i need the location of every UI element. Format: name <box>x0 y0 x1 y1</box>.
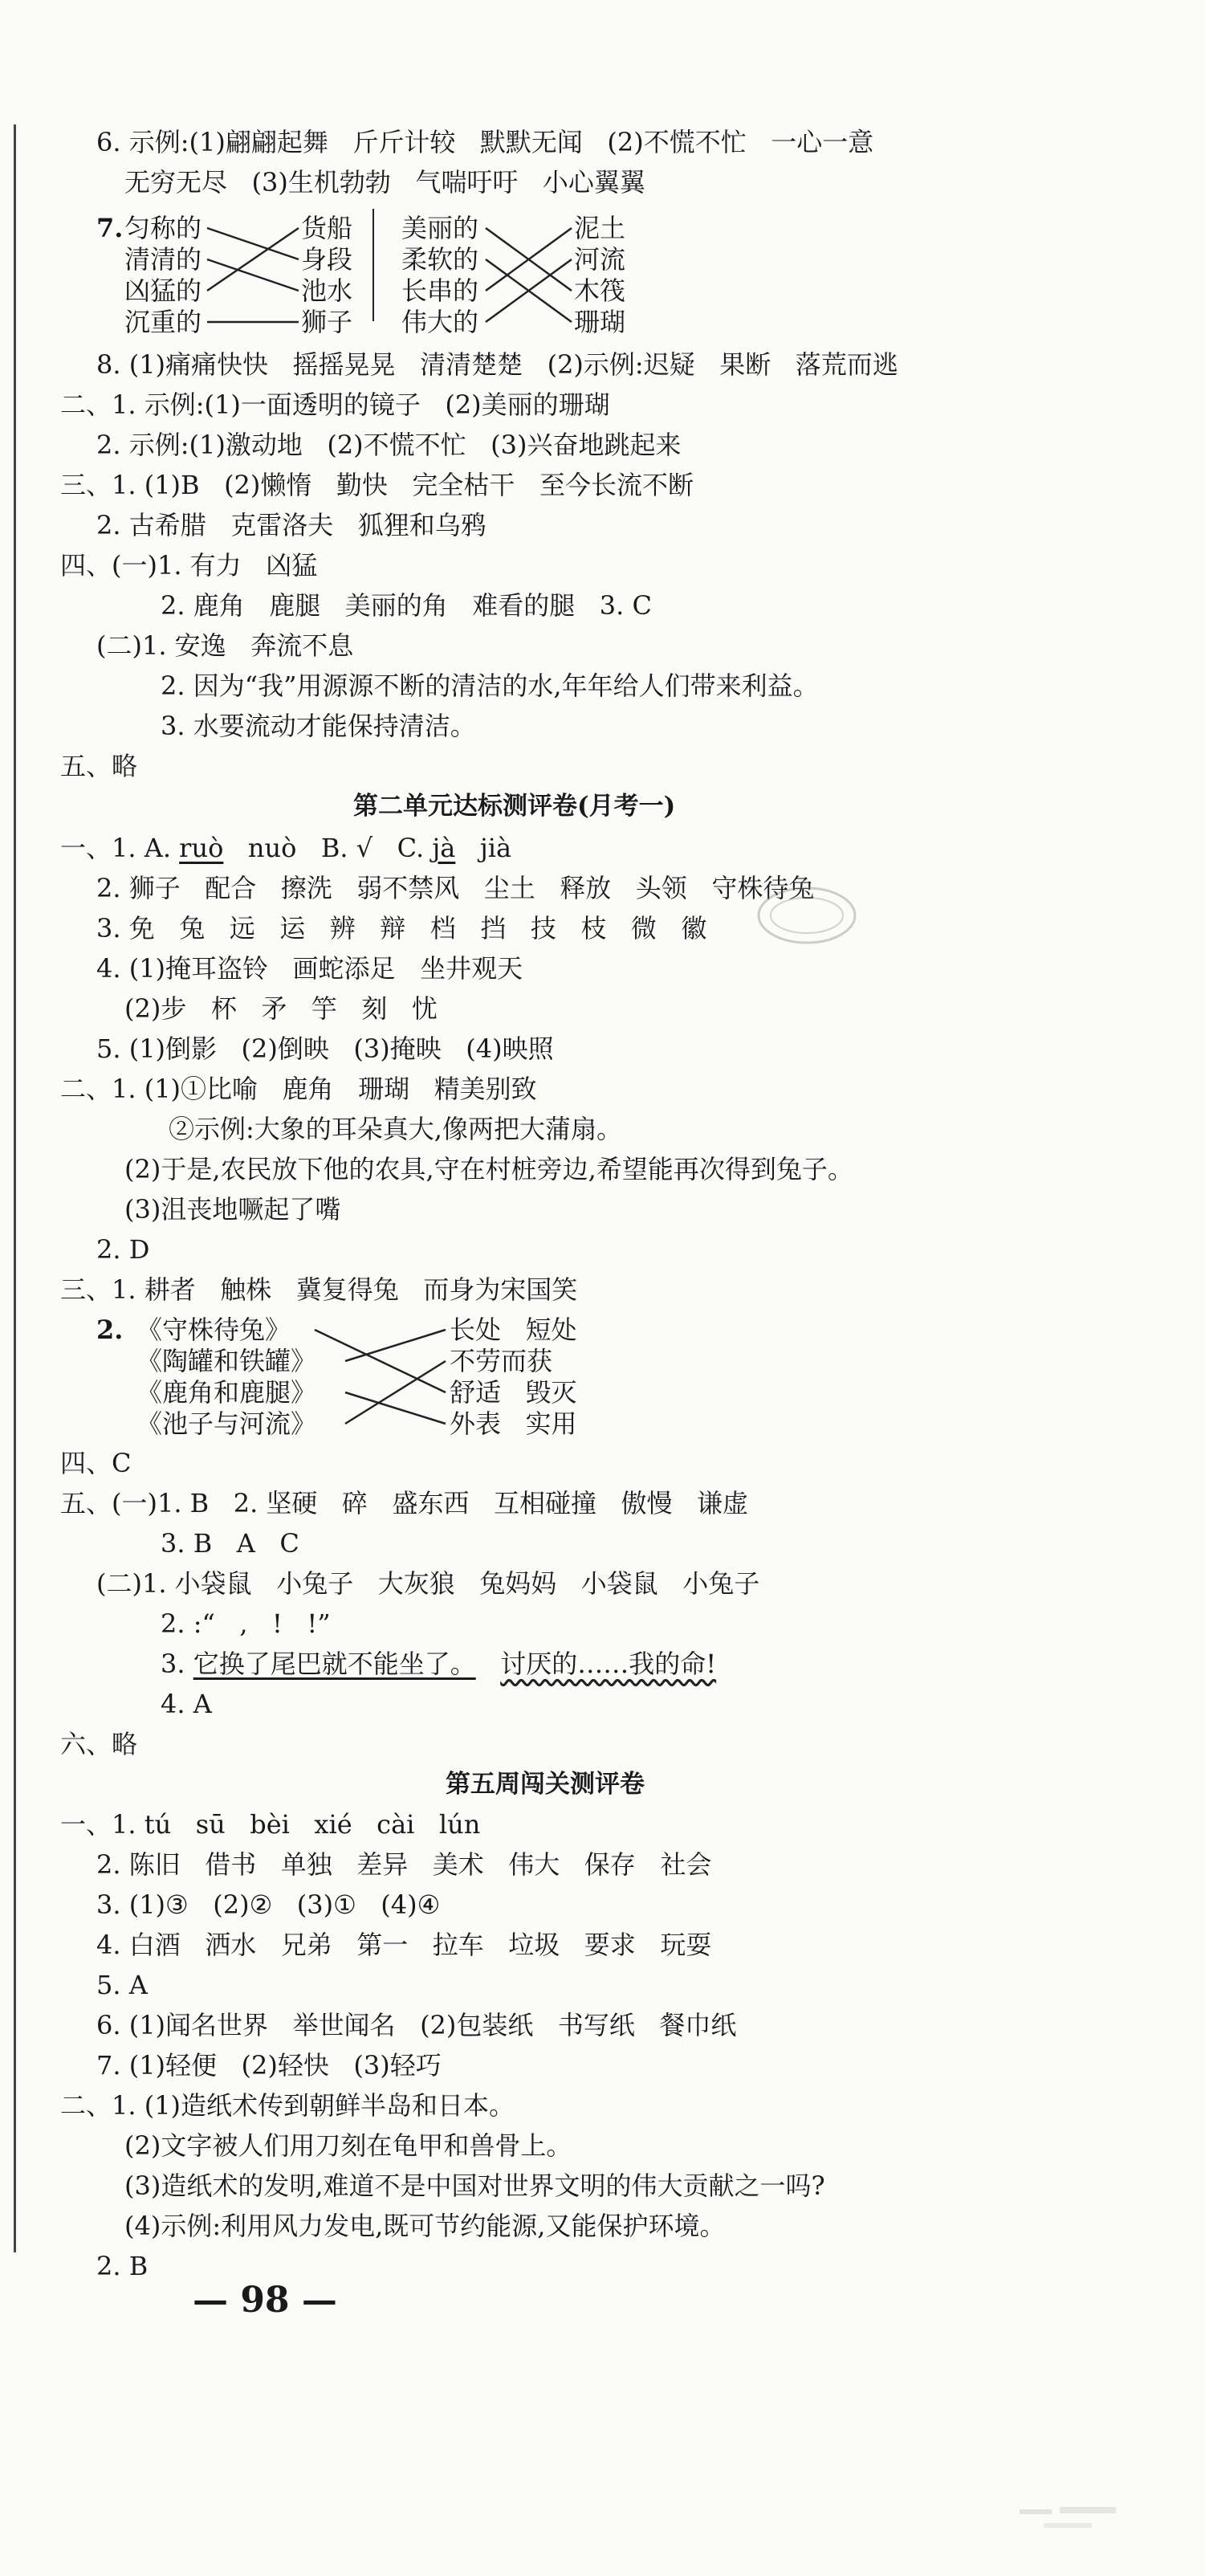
section-title: 第二单元达标测评卷(月考一) <box>353 792 676 821</box>
answer-line: 5. A <box>96 1970 148 2000</box>
answer-line: 四、C <box>60 1448 132 1478</box>
answer-line: (2)文字被人们用刀刻在龟甲和兽骨上。 <box>124 2130 572 2161</box>
answer-line: 六、略 <box>60 1729 138 1759</box>
answer-line: 2. 示例:(1)激动地 (2)不慌不忙 (3)兴奋地跳起来 <box>96 430 682 460</box>
answer-line: (3)造纸术的发明,难道不是中国对世界文明的伟大贡献之一吗? <box>124 2170 825 2201</box>
answer-line: 5. (1)倒影 (2)倒映 (3)掩映 (4)映照 <box>96 1033 554 1064</box>
answer-line: 3. 水要流动才能保持清洁。 <box>161 711 476 741</box>
match-left: 清清的 <box>124 244 202 275</box>
underlined-answer: 它换了尾巴就不能坐了。 <box>193 1649 476 1679</box>
question-number: 7. <box>96 213 124 243</box>
answer-line: 三、1. (1)B (2)懒惰 勤快 完全枯干 至今长流不断 <box>60 470 694 500</box>
match-right: 长处 短处 <box>450 1314 577 1345</box>
question-number: 2. <box>96 1314 124 1345</box>
match-right: 货船 <box>301 213 353 243</box>
match-right: 河流 <box>574 244 626 275</box>
answer-line: 三、1. 耕者 触株 冀复得兔 而身为宋国笑 <box>60 1274 578 1305</box>
match-left: 匀称的 <box>124 213 202 243</box>
answer-line: 4. A <box>161 1689 212 1719</box>
answer-line: 2. D <box>96 1234 150 1265</box>
match-left: 沉重的 <box>124 307 202 337</box>
answer-line: 一、1. A. ruò nuò B. √ C. jà jià <box>60 833 512 863</box>
answer-line: (二)1. 小袋鼠 小兔子 大灰狼 兔妈妈 小袋鼠 小兔子 <box>96 1568 760 1599</box>
answer-line: 二、1. 示例:(1)一面透明的镜子 (2)美丽的珊瑚 <box>60 389 610 420</box>
answer-line: 四、(一)1. 有力 凶猛 <box>60 550 318 581</box>
answer-line: 2. B <box>96 2251 149 2281</box>
match-left: 凶猛的 <box>124 275 202 306</box>
answer-line: ②示例:大象的耳朵真大,像两把大蒲扇。 <box>169 1114 622 1144</box>
page-number: — 98 — <box>193 2280 337 2321</box>
answer-line: 2. :“ , ! !” <box>161 1608 331 1639</box>
match-left: 伟大的 <box>401 307 479 337</box>
wavy-underlined-answer: 讨厌的……我的命! <box>500 1649 717 1679</box>
answer-line: 7. (1)轻便 (2)轻快 (3)轻巧 <box>96 2050 442 2081</box>
answer-line: 2. 狮子 配合 擦洗 弱不禁风 尘土 释放 头领 守株待兔 <box>96 873 815 903</box>
answer-line: 一、1. tú sū bèi xié cài lún <box>60 1809 481 1840</box>
match-right: 舒适 毁灭 <box>450 1377 577 1408</box>
answer-line: 4. (1)掩耳盗铃 画蛇添足 坐井观天 <box>96 953 523 984</box>
answer-line: 3. (1)③ (2)② (3)① (4)④ <box>96 1889 441 1920</box>
match-left: 《守株待兔》 <box>136 1314 291 1345</box>
answer-line: 2. 古希腊 克雷洛夫 狐狸和乌鸦 <box>96 510 486 540</box>
match-right: 不劳而获 <box>450 1346 553 1376</box>
answer-line: 3. B A C <box>161 1528 299 1559</box>
match-right: 池水 <box>301 275 353 306</box>
answer-line: 3. 它换了尾巴就不能坐了。 讨厌的……我的命! <box>161 1649 717 1679</box>
answer-line: 3. 免 兔 远 运 辨 辩 档 挡 技 枝 微 徽 <box>96 913 707 944</box>
match-right: 外表 实用 <box>450 1408 577 1439</box>
match-left: 柔软的 <box>401 244 479 275</box>
answer-line: 二、1. (1)①比喻 鹿角 珊瑚 精美别致 <box>60 1074 537 1104</box>
answer-line: 6. (1)闻名世界 举世闻名 (2)包装纸 书写纸 餐巾纸 <box>96 2010 737 2040</box>
answer-line: (二)1. 安逸 奔流不息 <box>96 630 354 661</box>
match-right: 狮子 <box>301 307 353 337</box>
answer-line: 无穷无尽 (3)生机勃勃 气喘吁吁 小心翼翼 <box>124 167 645 198</box>
answer-line: (2)于是,农民放下他的农具,守在村桩旁边,希望能再次得到兔子。 <box>124 1154 853 1184</box>
scan-smudge <box>1012 2497 1140 2537</box>
answer-line: 2. 陈旧 借书 单独 差异 美术 伟大 保存 社会 <box>96 1849 712 1880</box>
answer-line: (4)示例:利用风力发电,既可节约能源,又能保护环境。 <box>124 2211 726 2241</box>
match-left: 《池子与河流》 <box>136 1408 317 1439</box>
answer-line: 二、1. (1)造纸术传到朝鲜半岛和日本。 <box>60 2090 515 2121</box>
answer-line: 6. 示例:(1)翩翩起舞 斤斤计较 默默无闻 (2)不慌不忙 一心一意 <box>96 127 874 157</box>
match-right: 身段 <box>301 244 353 275</box>
answer-line: 2. 鹿角 鹿腿 美丽的角 难看的腿 3. C <box>161 590 652 621</box>
match-left: 长串的 <box>401 275 479 306</box>
answer-line: 8. (1)痛痛快快 摇摇晃晃 清清楚楚 (2)示例:迟疑 果断 落荒而逃 <box>96 349 898 380</box>
match-left: 美丽的 <box>401 213 479 243</box>
match-left: 《陶罐和铁罐》 <box>136 1346 317 1376</box>
answer-line: 五、略 <box>60 751 138 781</box>
section-title: 第五周闯关测评卷 <box>446 1770 645 1799</box>
match-right: 木筏 <box>574 275 626 306</box>
answer-line: 4. 白酒 洒水 兄弟 第一 拉车 垃圾 要求 玩耍 <box>96 1930 712 1960</box>
answer-line: (2)步 杯 矛 竽 刻 忧 <box>124 993 438 1024</box>
match-right: 泥土 <box>574 213 626 243</box>
answer-line: (3)沮丧地噘起了嘴 <box>124 1194 341 1225</box>
answer-line: 五、(一)1. B 2. 坚硬 碎 盛东西 互相碰撞 傲慢 谦虚 <box>60 1488 748 1518</box>
answer-line: 2. 因为“我”用源源不断的清洁的水,年年给人们带来利益。 <box>161 670 819 701</box>
match-right: 珊瑚 <box>574 307 626 337</box>
match-left: 《鹿角和鹿腿》 <box>136 1377 317 1408</box>
